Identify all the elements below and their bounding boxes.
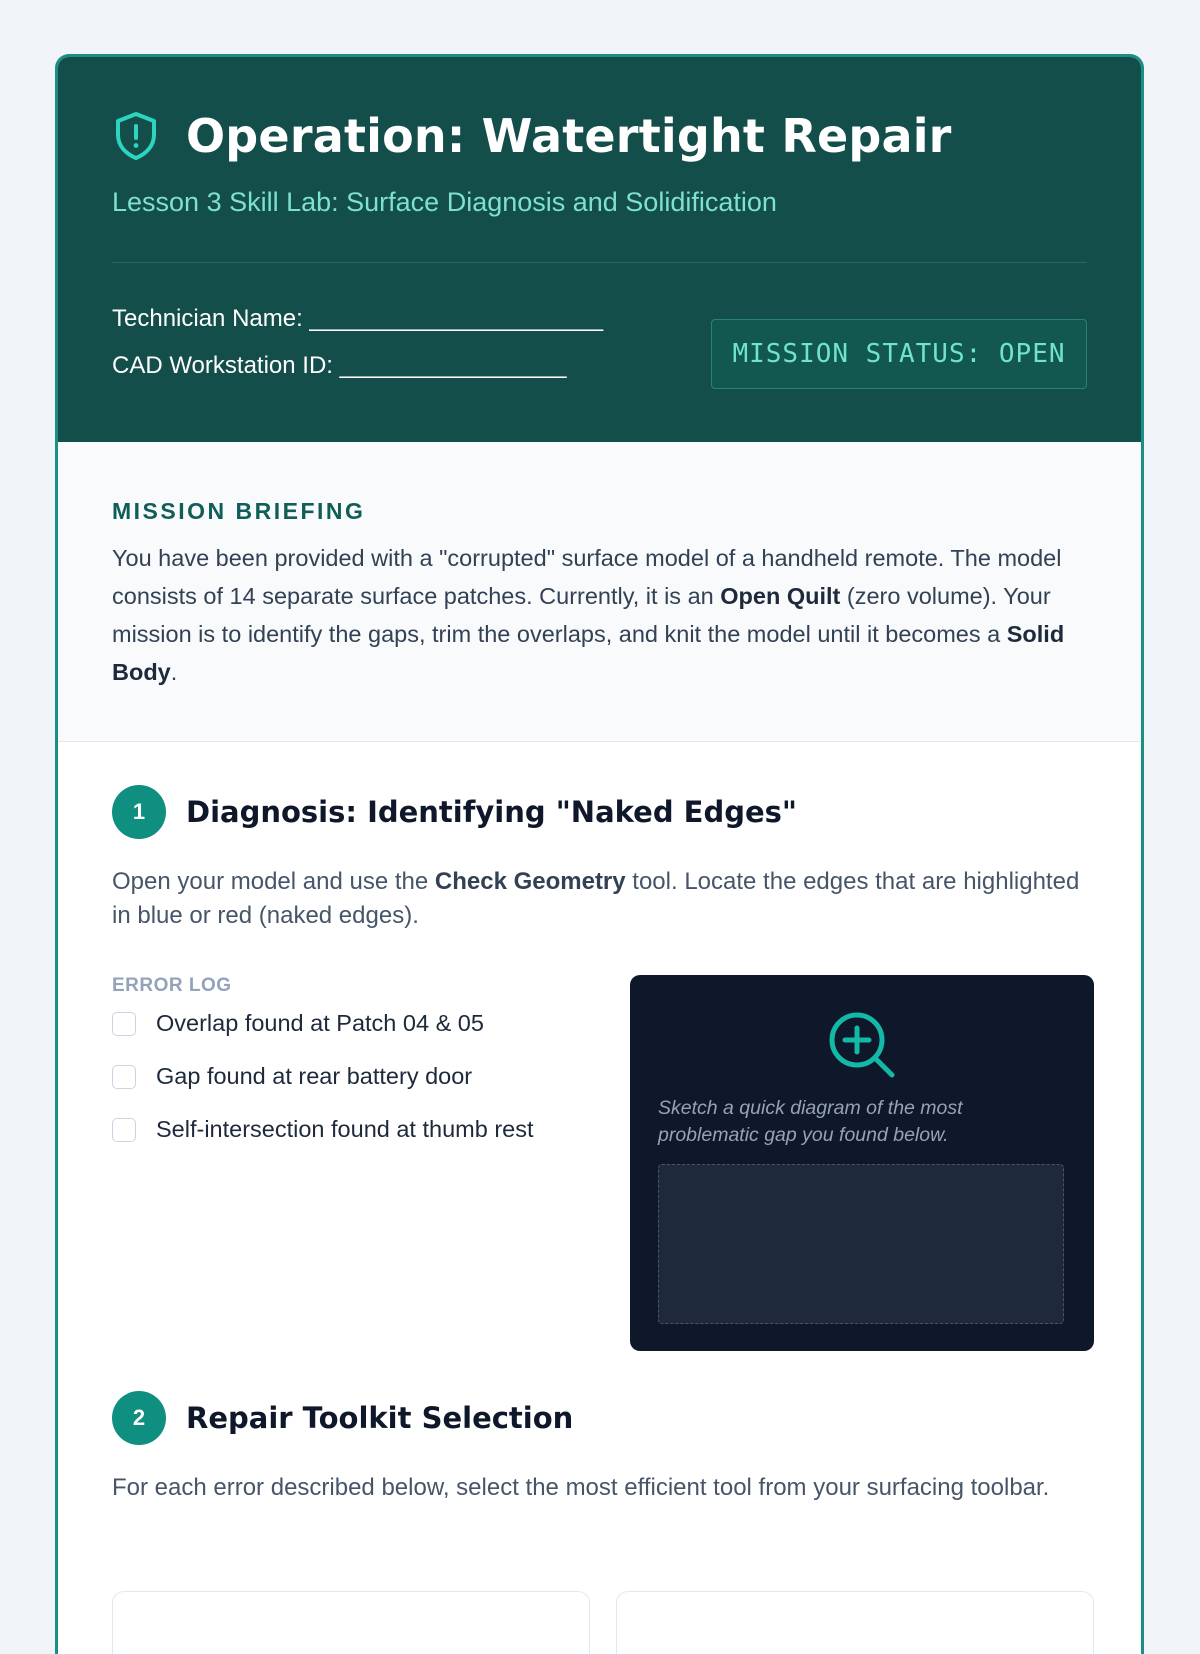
sketch-panel (630, 975, 1094, 1351)
section-description (112, 865, 1087, 933)
error-log-label: ERROR LOG (112, 975, 232, 996)
error-log-text: Gap found at rear battery door (156, 1063, 473, 1089)
section-diagnosis (112, 785, 1087, 933)
error-checkbox[interactable] (112, 1118, 136, 1142)
briefing-text-part: You have been provided with a "corrupted" surface model of a handheld remote. The model consists of 14 separate surface patches. Currently, it is an (112, 545, 1062, 609)
error-checkbox[interactable] (112, 1012, 136, 1036)
sketch-drawing-area[interactable] (658, 1164, 1064, 1324)
error-log-item[interactable] (112, 1010, 484, 1037)
description-bold: Check Geometry (434, 868, 626, 895)
sketch-caption: Sketch a quick diagram of the most problematic gap you found below. (658, 1097, 963, 1146)
title-row (112, 109, 952, 163)
briefing-text-part: . (170, 659, 178, 685)
mission-briefing (58, 442, 1141, 742)
tool-card[interactable] (616, 1591, 1094, 1654)
section-repair-toolkit (112, 1391, 1087, 1505)
description-text-part: Open your model and use the (112, 868, 435, 895)
error-log-item[interactable] (112, 1116, 534, 1143)
mission-status-badge: MISSION STATUS: OPEN (711, 319, 1087, 389)
section-number-badge: 1 (112, 785, 166, 839)
error-log-text: Overlap found at Patch 04 & 05 (156, 1010, 484, 1036)
header-divider (112, 262, 1087, 263)
section-header (112, 785, 1087, 839)
section-description: For each error described below, select the most efficient tool from your surfacing toolbar. (112, 1474, 1050, 1501)
briefing-bold-solid-body: Solid Body (112, 621, 1065, 685)
workstation-id-field: CAD Workstation ID: _________________ (112, 352, 567, 379)
error-log-text: Self-intersection found at thumb rest (156, 1116, 534, 1142)
briefing-text-part: (zero volume). Your mission is to identify the gaps, trim the overlaps, and knit the model until it becomes a (112, 583, 1051, 647)
tool-card[interactable] (112, 1591, 590, 1654)
worksheet (55, 54, 1144, 1654)
zoom-in-icon (826, 1009, 898, 1081)
section-number-badge: 2 (112, 1391, 166, 1445)
header (58, 57, 1141, 442)
section-title: Diagnosis: Identifying "Naked Edges" (186, 795, 798, 829)
briefing-heading: MISSION BRIEFING (112, 498, 366, 524)
page-subtitle: Lesson 3 Skill Lab: Surface Diagnosis and Solidification (112, 187, 777, 217)
section-title: Repair Toolkit Selection (186, 1401, 574, 1435)
error-log-item[interactable] (112, 1063, 472, 1090)
shield-alert-icon (112, 110, 160, 162)
description-text-part: tool. Locate the edges that are highlighted in blue or red (naked edges). (112, 868, 1080, 929)
section-header (112, 1391, 1087, 1445)
page-title: Operation: Watertight Repair (186, 109, 952, 163)
technician-name-field: Technician Name: ______________________ (112, 305, 604, 332)
briefing-text (112, 539, 1087, 691)
briefing-bold-open-quilt: Open Quilt (720, 583, 841, 609)
error-checkbox[interactable] (112, 1065, 136, 1089)
